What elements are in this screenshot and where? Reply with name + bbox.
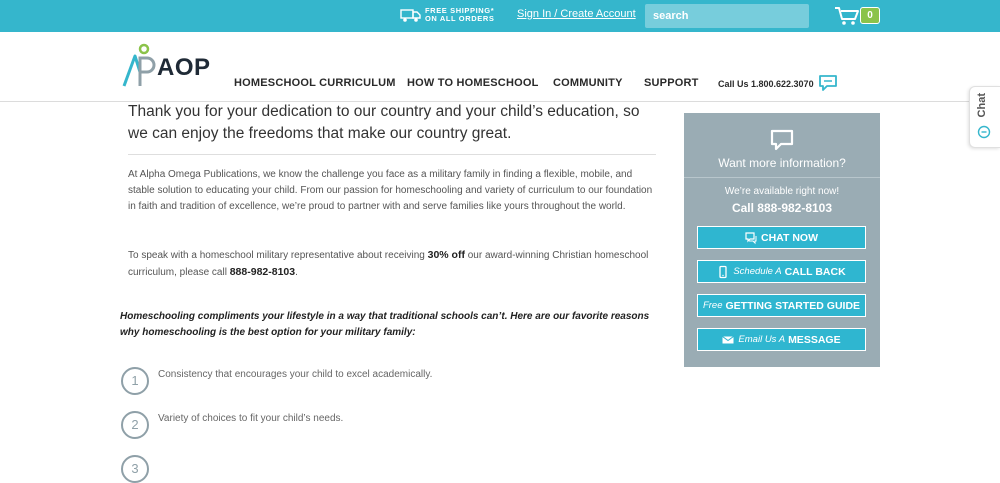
email-prefix: Email Us A [738, 334, 786, 345]
getting-started-guide-button[interactable] [697, 294, 866, 317]
list-item [121, 367, 432, 395]
chat-tab-label: Chat [976, 93, 988, 118]
cart-count-badge[interactable]: 0 [860, 7, 880, 24]
list-item-text: Consistency that encourages your child to excel academically. [158, 369, 433, 380]
list-item-text: Variety of choices to fit your child’s needs. [158, 413, 344, 424]
nav-homeschool-curriculum[interactable]: HOMESCHOOL CURRICULUM [234, 77, 396, 89]
discount-highlight: 30% off [427, 249, 465, 261]
callback-prefix: Schedule A [733, 266, 782, 277]
panel-phone[interactable]: Call 888-982-8103 [731, 201, 833, 215]
search-input[interactable] [645, 4, 809, 28]
chat-now-button[interactable] [697, 226, 866, 249]
discount-phone[interactable]: 888-982-8103 [229, 266, 296, 278]
panel-heading: Want more information? [718, 156, 846, 170]
callback-label: CALL BACK [784, 265, 846, 278]
list-number: 1 [121, 367, 149, 395]
panel-divider [684, 177, 880, 178]
discount-paragraph: To speak with a homeschool military representative about receiving 30% off our award-winning Christian homeschool curriculum, please call 888-982-8103. [128, 249, 649, 278]
nav-community[interactable]: COMMUNITY [553, 77, 623, 89]
list-number: 2 [121, 411, 149, 439]
list-item [121, 455, 158, 483]
chat-bubble-icon[interactable] [818, 74, 838, 92]
nav-how-to-homeschool[interactable]: HOW TO HOMESCHOOL [407, 77, 539, 89]
chat-icon [745, 232, 757, 244]
panel-availability: We’re available right now! [724, 186, 840, 197]
reasons-intro: Homeschooling compliments your lifestyle in a way that traditional schools can’t. Here are our favorite reasons why homeschooling is the best option for your military family: [120, 311, 650, 338]
content-divider [128, 154, 656, 155]
mobile-phone-icon [717, 266, 729, 278]
intro-paragraph: At Alpha Omega Publications, we know the challenge you face as a military family in finding a flexible, mobile, and stable solution to educating your child. From our passion for homeschooling and variety of curriculum to our foundation in faith and tradition of excellence, we’re proud to partner with and serve families like yours throughout the world. [128, 169, 653, 212]
cart-icon[interactable] [834, 6, 860, 26]
info-panel [684, 113, 880, 367]
chat-tab-icon [977, 125, 991, 139]
site-header [0, 32, 1000, 102]
nav-support[interactable]: SUPPORT [644, 77, 699, 89]
lead-text: Thank you for your dedication to our country and your child’s education, so we can enjoy the freedoms that make our country great. [128, 103, 640, 142]
logo-text[interactable]: AOP [157, 54, 211, 81]
list-number: 3 [121, 455, 149, 483]
free-shipping-banner[interactable] [400, 7, 494, 23]
list-item [121, 411, 343, 439]
shipping-line-1: FREE SHIPPING* [425, 6, 495, 15]
chat-now-label: CHAT NOW [761, 231, 818, 244]
chat-side-tab[interactable] [969, 86, 1000, 148]
guide-label: GETTING STARTED GUIDE [725, 299, 861, 312]
header-phone[interactable]: Call Us 1.800.622.3070 [718, 79, 814, 89]
truck-icon [400, 7, 422, 23]
guide-prefix: Free [702, 300, 723, 311]
top-bar [0, 0, 1000, 32]
speech-bubble-icon [770, 129, 794, 151]
sign-in-link[interactable]: Sign In / Create Account [517, 8, 636, 20]
shipping-line-2: ON ALL ORDERS [425, 14, 495, 23]
schedule-call-back-button[interactable] [697, 260, 866, 283]
email-message-button[interactable] [697, 328, 866, 351]
email-label: MESSAGE [788, 333, 841, 346]
envelope-icon [722, 334, 734, 346]
